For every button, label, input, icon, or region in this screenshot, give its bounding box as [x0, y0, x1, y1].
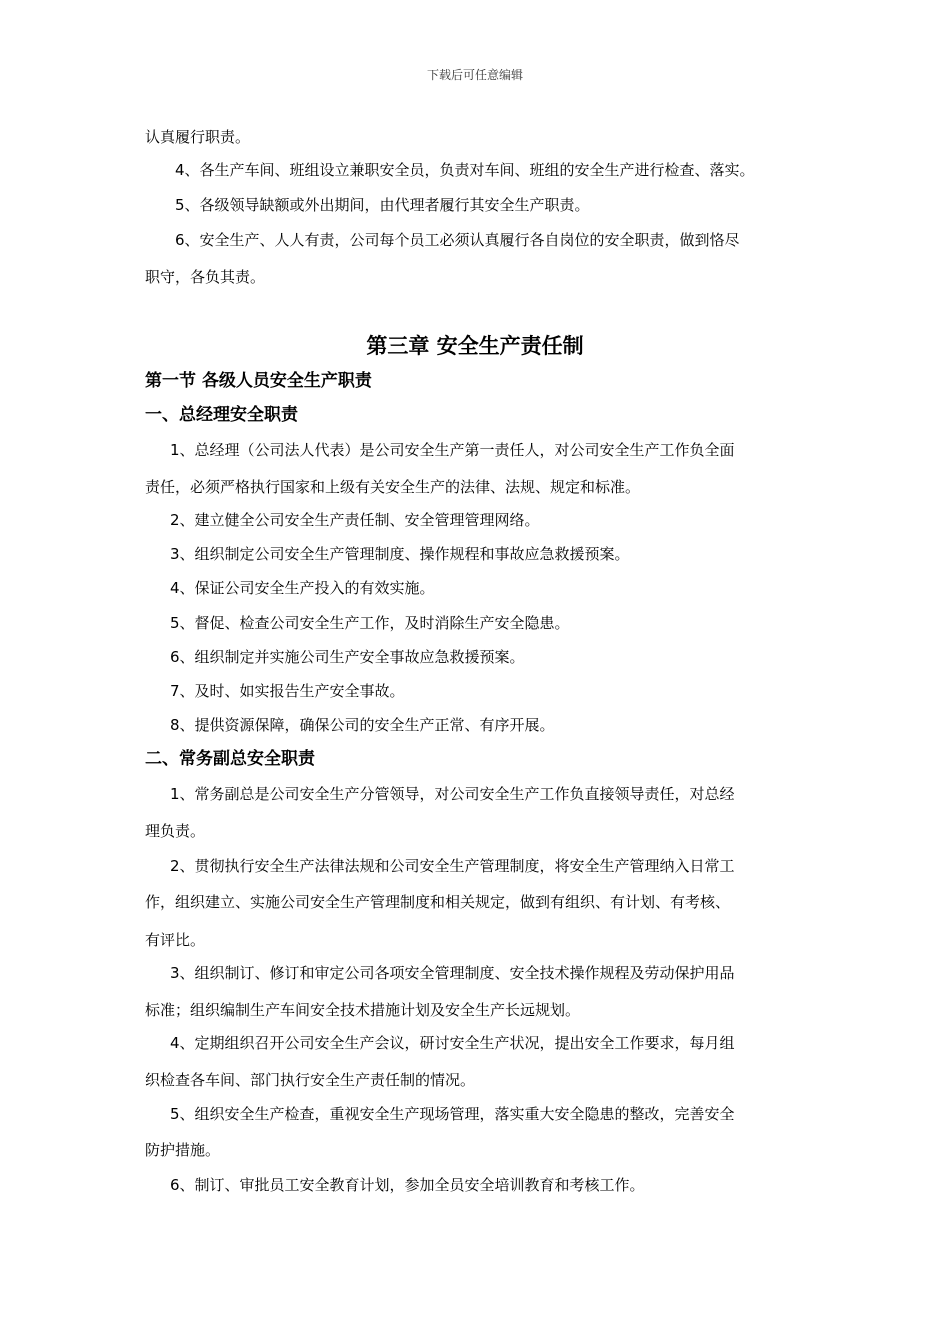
- text-line: 5、各级领导缺额或外出期间，由代理者履行其安全生产职责。: [175, 196, 590, 214]
- text-line: 理负责。: [145, 822, 206, 840]
- page-header: 下载后可任意编辑: [426, 68, 523, 82]
- text-line: 1、常务副总是公司安全生产分管领导，对公司安全生产工作负直接领导责任，对总经: [170, 785, 735, 803]
- text-line: 5、组织安全生产检查，重视安全生产现场管理，落实重大安全隐患的整改，完善安全: [170, 1105, 735, 1123]
- text-line: 7、及时、如实报告生产安全事故。: [170, 682, 405, 700]
- text-line: 5、督促、检查公司安全生产工作，及时消除生产安全隐患。: [170, 614, 570, 632]
- text-line: 6、制订、审批员工安全教育计划，参加全员安全培训教育和考核工作。: [170, 1176, 645, 1194]
- text-line: 3、组织制定公司安全生产管理制度、操作规程和事故应急救援预案。: [170, 545, 630, 563]
- text-line: 2、建立健全公司安全生产责任制、安全管理管理网络。: [170, 511, 540, 529]
- subsection-heading: 一、总经理安全职责: [145, 405, 298, 425]
- text-line: 1、总经理（公司法人代表）是公司安全生产第一责任人，对公司安全生产工作负全面: [170, 441, 735, 459]
- subsection-heading: 二、常务副总安全职责: [145, 749, 315, 769]
- text-line: 防护措施。: [145, 1141, 221, 1159]
- text-line: 责任，必须严格执行国家和上级有关安全生产的法律、法规、规定和标准。: [145, 478, 641, 496]
- section-title: 第一节 各级人员安全生产职责: [145, 371, 372, 391]
- text-line: 4、保证公司安全生产投入的有效实施。: [170, 579, 435, 597]
- text-line: 作，组织建立、实施公司安全生产管理制度和相关规定，做到有组织、有计划、有考核、: [145, 893, 731, 911]
- text-line: 有评比。: [145, 931, 206, 949]
- text-line: 8、提供资源保障，确保公司的安全生产正常、有序开展。: [170, 716, 555, 734]
- text-line: 2、贯彻执行安全生产法律法规和公司安全生产管理制度，将安全生产管理纳入日常工: [170, 857, 735, 875]
- text-line: 3、组织制订、修订和审定公司各项安全管理制度、安全技术操作规程及劳动保护用品: [170, 964, 735, 982]
- text-line: 认真履行职责。: [145, 128, 251, 146]
- text-line: 6、安全生产、人人有责，公司每个员工必须认真履行各自岗位的安全职责，做到恪尽: [175, 231, 740, 249]
- text-line: 6、组织制定并实施公司生产安全事故应急救援预案。: [170, 648, 525, 666]
- text-line: 标准；组织编制生产车间安全技术措施计划及安全生产长远规划。: [145, 1001, 581, 1019]
- text-line: 织检查各车间、部门执行安全生产责任制的情况。: [145, 1071, 476, 1089]
- chapter-title: 第三章 安全生产责任制: [366, 334, 584, 358]
- text-line: 职守，各负其责。: [145, 268, 266, 286]
- text-line: 4、定期组织召开公司安全生产会议，研讨安全生产状况，提出安全工作要求，每月组: [170, 1034, 735, 1052]
- text-line: 4、各生产车间、班组设立兼职安全员，负责对车间、班组的安全生产进行检查、落实。: [175, 161, 755, 179]
